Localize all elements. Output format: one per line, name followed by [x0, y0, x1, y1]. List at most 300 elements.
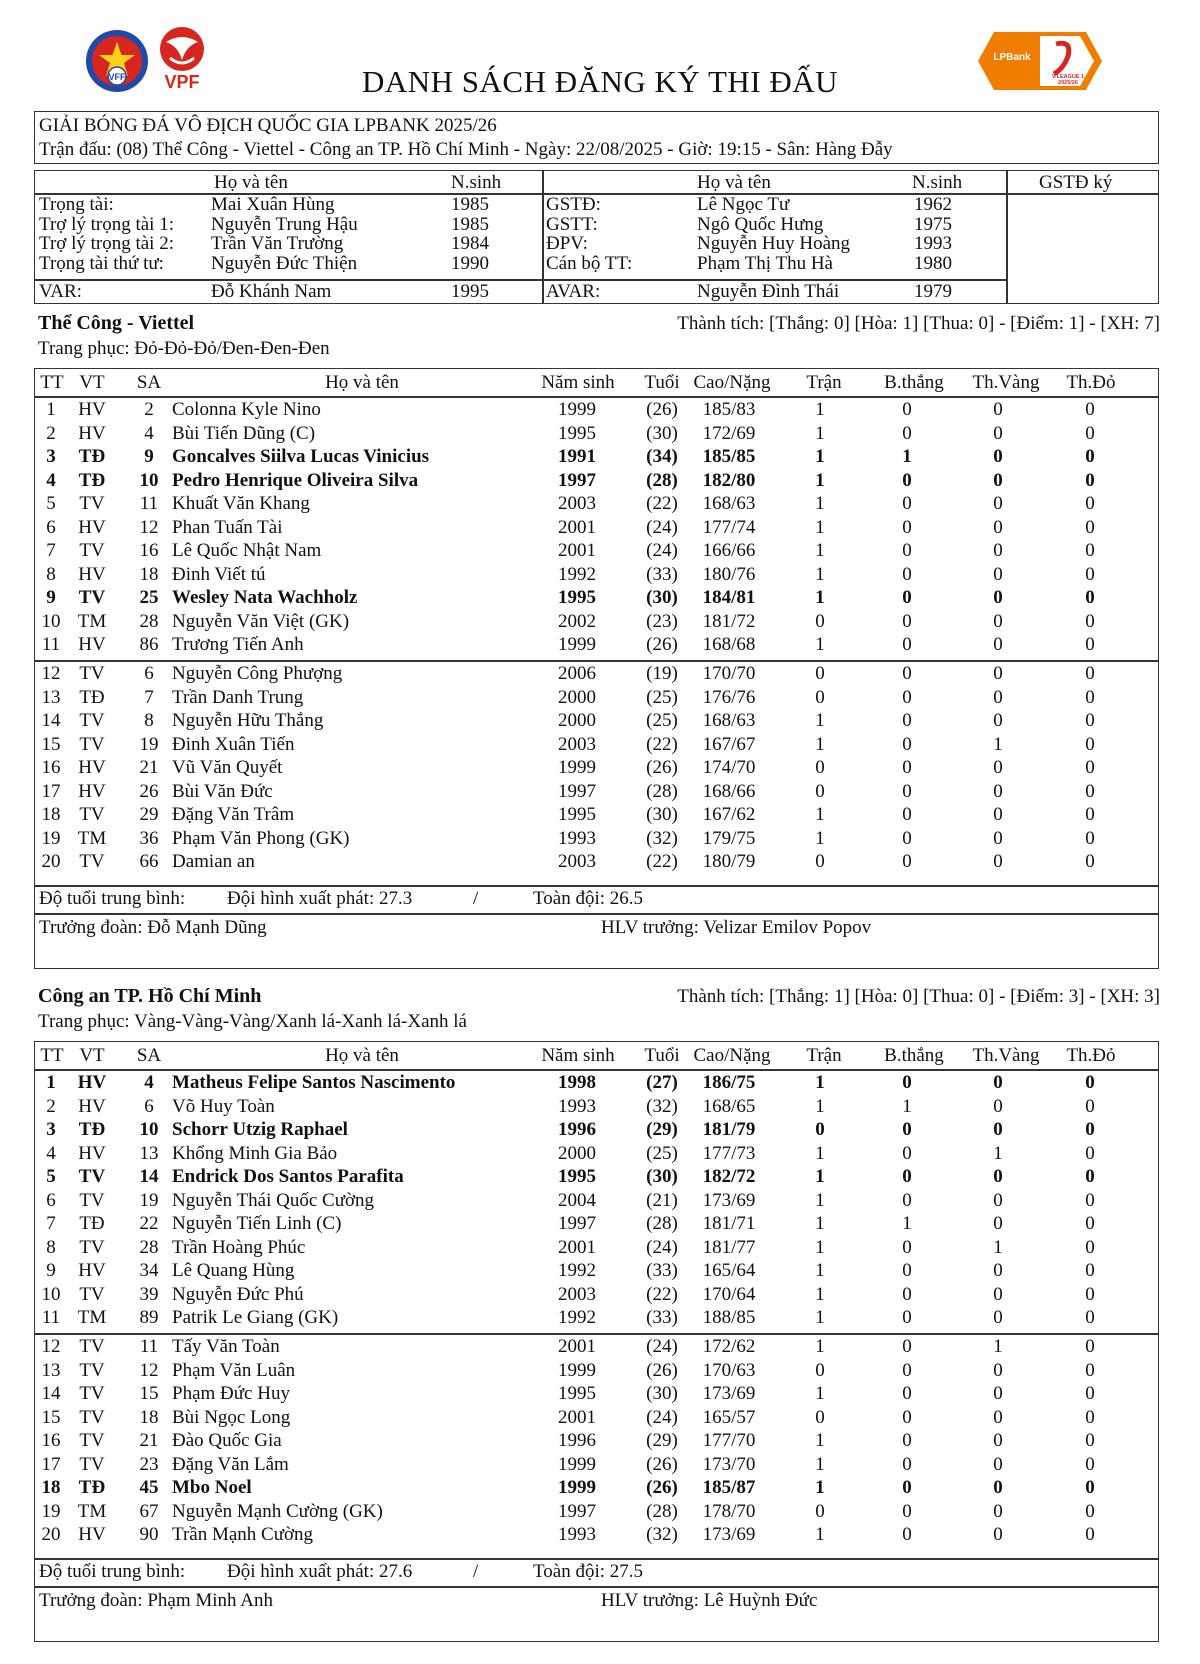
team-name: Công an TP. Hồ Chí Minh: [38, 985, 262, 1007]
avg-age-team: Toàn đội: 26.5: [533, 888, 644, 909]
player-hw: 172/62: [702, 1336, 756, 1357]
player-yellow: 0: [993, 1283, 1003, 1305]
player-hw: 168/63: [702, 710, 756, 731]
player-yellow: 1: [993, 1236, 1003, 1258]
player-yellow: 0: [993, 469, 1003, 491]
player-age: (30): [646, 804, 678, 825]
player-sa: 12: [139, 516, 159, 538]
player-year: 1998: [558, 1072, 596, 1093]
official-role: Trợ lý trọng tài 1:: [39, 214, 174, 235]
player-goals: 0: [902, 1406, 912, 1428]
player-vt: TM: [77, 1307, 107, 1328]
column-header: TT: [40, 372, 64, 393]
player-age: (22): [646, 1283, 678, 1305]
avg-age-starting: Đội hình xuất phát: 27.3: [227, 888, 413, 909]
player-year: 1996: [558, 1119, 596, 1140]
roster-header-row: [35, 1044, 1159, 1068]
player-row: [35, 1453, 1159, 1477]
player-vt: TV: [79, 1359, 105, 1381]
official-year: 1984: [451, 233, 489, 254]
player-goals: 0: [902, 1477, 912, 1498]
player-tt: 11: [41, 634, 61, 655]
player-vt: HV: [78, 422, 106, 444]
player-vt: TV: [79, 1430, 105, 1451]
column-header: VT: [79, 1045, 105, 1066]
player-hw: 181/79: [702, 1119, 756, 1140]
player-age: (25): [646, 710, 678, 731]
player-age: (30): [646, 1383, 678, 1404]
player-goals: 0: [902, 399, 912, 420]
player-age: (26): [646, 757, 678, 778]
player-name: Mbo Noel: [172, 1477, 252, 1498]
player-tt: 1: [46, 399, 56, 420]
player-age: (26): [646, 1453, 678, 1475]
team-section: [34, 985, 1160, 1655]
player-age: (24): [646, 540, 678, 561]
player-year: 1993: [558, 827, 596, 849]
player-age: (28): [646, 1213, 678, 1234]
player-sa: 89: [139, 1307, 159, 1328]
player-red: 0: [1085, 1166, 1095, 1187]
player-yellow: 0: [993, 686, 1003, 708]
player-vt: HV: [78, 1524, 106, 1545]
player-year: 2002: [558, 610, 596, 632]
player-sa: 39: [139, 1283, 159, 1305]
officials-col-sign: GSTĐ ký: [1039, 172, 1113, 193]
player-row: [35, 539, 1159, 563]
player-yellow: 0: [993, 446, 1003, 467]
player-red: 0: [1085, 1236, 1095, 1258]
player-sa: 7: [144, 686, 154, 708]
player-yellow: 0: [993, 1095, 1003, 1117]
player-hw: 178/70: [702, 1500, 756, 1522]
player-yellow: 0: [993, 1213, 1003, 1234]
player-tt: 6: [46, 1189, 56, 1211]
official-role: Trọng tài:: [39, 194, 114, 215]
official-name: Trần Văn Trường: [211, 233, 344, 254]
player-apps: 1: [815, 493, 825, 514]
player-goals: 0: [902, 493, 912, 514]
player-row: [35, 1523, 1159, 1547]
player-yellow: 1: [993, 733, 1003, 755]
official-year: 1993: [914, 233, 952, 254]
player-hw: 167/67: [702, 733, 756, 755]
player-yellow: 0: [993, 516, 1003, 538]
player-apps: 0: [815, 780, 825, 802]
player-goals: 0: [902, 587, 912, 608]
player-sa: 6: [144, 663, 154, 684]
player-sa: 90: [139, 1524, 159, 1545]
player-year: 2003: [558, 1283, 596, 1305]
player-sa: 26: [139, 780, 159, 802]
player-yellow: 0: [993, 540, 1003, 561]
official-role: Trọng tài thứ tư:: [39, 253, 164, 274]
player-year: 2003: [558, 851, 596, 872]
player-year: 1997: [558, 469, 596, 491]
player-row: [35, 1259, 1159, 1283]
player-name: Đặng Văn Lắm: [172, 1453, 289, 1475]
player-vt: HV: [78, 757, 106, 778]
player-apps: 1: [815, 446, 825, 467]
vpf-logo-text: VPF: [164, 72, 200, 92]
player-red: 0: [1085, 710, 1095, 731]
player-sa: 4: [144, 422, 154, 444]
player-name: Nguyễn Tiến Linh (C): [172, 1213, 342, 1234]
player-name: Nguyễn Thái Quốc Cường: [172, 1189, 375, 1211]
player-yellow: 0: [993, 563, 1003, 585]
player-year: 1999: [558, 1453, 596, 1475]
player-tt: 12: [41, 1336, 61, 1357]
player-red: 0: [1085, 469, 1095, 491]
vff-logo-text: VFF: [108, 72, 126, 82]
player-yellow: 0: [993, 1307, 1003, 1328]
player-hw: 168/63: [702, 493, 756, 514]
player-red: 0: [1085, 757, 1095, 778]
player-tt: 7: [46, 1213, 56, 1234]
player-goals: 0: [902, 1383, 912, 1404]
summary-divider: [35, 1558, 1159, 1560]
player-hw: 173/69: [702, 1189, 756, 1211]
player-yellow: 0: [993, 1430, 1003, 1451]
player-apps: 1: [815, 469, 825, 491]
official-name: Nguyễn Đức Thiện: [211, 253, 358, 274]
player-vt: TV: [79, 540, 105, 561]
player-age: (30): [646, 1166, 678, 1187]
player-apps: 1: [815, 1524, 825, 1545]
player-red: 0: [1085, 1336, 1095, 1357]
player-vt: HV: [78, 399, 106, 420]
player-goals: 0: [902, 1500, 912, 1522]
player-apps: 1: [815, 563, 825, 585]
player-year: 1992: [558, 1307, 596, 1328]
player-red: 0: [1085, 1477, 1095, 1498]
column-header: SA: [136, 372, 162, 393]
player-yellow: 0: [993, 827, 1003, 849]
player-name: Phạm Đức Huy: [172, 1383, 290, 1404]
player-hw: 176/76: [702, 686, 756, 708]
player-apps: 0: [815, 610, 825, 632]
player-year: 1995: [558, 587, 596, 608]
player-hw: 182/72: [702, 1166, 756, 1187]
team-section: [34, 312, 1160, 982]
column-header: SA: [136, 1045, 162, 1066]
player-row: [35, 1095, 1159, 1119]
player-goals: 0: [902, 733, 912, 755]
player-year: 2000: [558, 1142, 596, 1164]
player-sa: 19: [139, 1189, 159, 1211]
player-name: Trần Danh Trung: [172, 686, 304, 708]
player-row: [35, 1429, 1159, 1453]
officials-col-year-left: N.sinh: [451, 172, 502, 193]
column-header: Trận: [806, 372, 842, 393]
player-red: 0: [1085, 1500, 1095, 1522]
avg-age-separator: /: [473, 888, 479, 909]
official-role: VAR:: [39, 281, 82, 302]
player-row: [35, 1359, 1159, 1383]
player-sa: 45: [139, 1477, 159, 1498]
player-row: [35, 469, 1159, 493]
player-hw: 181/72: [702, 610, 756, 632]
player-name: Bùi Văn Đức: [172, 780, 273, 802]
player-age: (24): [646, 1406, 678, 1428]
player-goals: 0: [902, 1524, 912, 1545]
player-age: (22): [646, 733, 678, 755]
player-red: 0: [1085, 540, 1095, 561]
official-year: 1975: [914, 214, 952, 235]
player-tt: 15: [41, 733, 61, 755]
player-name: Nguyễn Công Phượng: [172, 663, 343, 684]
player-goals: 0: [902, 1189, 912, 1211]
player-age: (32): [646, 1095, 678, 1117]
player-hw: 173/70: [702, 1453, 756, 1475]
player-age: (28): [646, 780, 678, 802]
player-vt: TV: [79, 1336, 105, 1357]
player-year: 1997: [558, 1500, 596, 1522]
player-hw: 170/64: [702, 1283, 756, 1305]
player-red: 0: [1085, 516, 1095, 538]
player-hw: 168/68: [702, 634, 756, 655]
official-role: GSTĐ:: [546, 194, 601, 215]
player-apps: 0: [815, 1500, 825, 1522]
player-name: Trần Mạnh Cường: [172, 1524, 314, 1545]
player-year: 2000: [558, 686, 596, 708]
player-vt: HV: [78, 780, 106, 802]
official-year: 1985: [451, 194, 489, 215]
player-hw: 179/75: [702, 827, 756, 849]
player-red: 0: [1085, 399, 1095, 420]
player-age: (33): [646, 563, 678, 585]
official-name: Nguyễn Huy Hoàng: [697, 233, 851, 254]
player-apps: 1: [815, 1095, 825, 1117]
player-apps: 1: [815, 733, 825, 755]
player-age: (32): [646, 1524, 678, 1545]
player-year: 2001: [558, 1236, 596, 1258]
player-sa: 23: [139, 1453, 159, 1475]
player-hw: 173/69: [702, 1524, 756, 1545]
official-role: ĐPV:: [546, 233, 588, 254]
player-hw: 174/70: [702, 757, 756, 778]
player-vt: TV: [79, 1453, 105, 1475]
player-hw: 185/87: [702, 1477, 756, 1498]
player-year: 1997: [558, 1213, 596, 1234]
player-vt: HV: [78, 1260, 106, 1281]
player-goals: 0: [902, 757, 912, 778]
player-row: [35, 756, 1159, 780]
player-name: Tấy Văn Toàn: [172, 1336, 280, 1357]
player-red: 0: [1085, 587, 1095, 608]
team-kit: Trang phục: Đỏ-Đỏ-Đỏ/Đen-Đen-Đen: [38, 338, 330, 359]
player-goals: 0: [902, 469, 912, 491]
column-header: Năm sinh: [541, 372, 615, 393]
avg-age-starting: Đội hình xuất phát: 27.6: [227, 1561, 413, 1582]
player-apps: 1: [815, 1236, 825, 1258]
player-yellow: 0: [993, 1406, 1003, 1428]
staff-divider: [35, 1586, 1159, 1588]
player-red: 0: [1085, 1359, 1095, 1381]
player-red: 0: [1085, 493, 1095, 514]
player-vt: TĐ: [78, 469, 106, 491]
player-yellow: 0: [993, 610, 1003, 632]
player-yellow: 0: [993, 851, 1003, 872]
column-header: Cao/Nặng: [693, 372, 771, 393]
player-name: Trần Hoàng Phúc: [172, 1236, 306, 1258]
player-yellow: 0: [993, 1383, 1003, 1404]
player-name: Patrik Le Giang (GK): [172, 1307, 339, 1328]
official-year: 1979: [914, 281, 952, 302]
player-yellow: 0: [993, 1359, 1003, 1381]
player-row: [35, 1212, 1159, 1236]
player-goals: 0: [902, 710, 912, 731]
official-role: Cán bộ TT:: [546, 253, 633, 274]
player-apps: 1: [815, 1260, 825, 1281]
player-goals: 0: [902, 540, 912, 561]
column-header: Họ và tên: [325, 1045, 399, 1066]
player-tt: 11: [41, 1307, 61, 1328]
player-age: (26): [646, 1359, 678, 1381]
official-role: AVAR:: [546, 281, 601, 302]
player-red: 0: [1085, 733, 1095, 755]
player-age: (24): [646, 516, 678, 538]
player-year: 1992: [558, 1260, 596, 1281]
player-red: 0: [1085, 1072, 1095, 1093]
player-apps: 1: [815, 1383, 825, 1404]
player-goals: 0: [902, 1430, 912, 1451]
player-red: 0: [1085, 686, 1095, 708]
player-apps: 0: [815, 1359, 825, 1381]
player-sa: 12: [139, 1359, 159, 1381]
player-apps: 0: [815, 851, 825, 872]
column-header: Cao/Nặng: [693, 1045, 771, 1066]
player-tt: 5: [46, 493, 56, 514]
player-vt: TV: [79, 663, 105, 684]
player-age: (23): [646, 610, 678, 632]
player-apps: 1: [815, 1336, 825, 1357]
player-red: 0: [1085, 1453, 1095, 1475]
player-yellow: 1: [993, 1142, 1003, 1164]
officials-col-name-left: Họ và tên: [214, 172, 288, 193]
player-apps: 1: [815, 422, 825, 444]
player-name: Đặng Văn Trâm: [172, 804, 295, 825]
player-row: [35, 422, 1159, 446]
player-sa: 21: [139, 757, 159, 778]
avg-age-label: Độ tuổi trung bình:: [39, 888, 186, 909]
player-vt: TV: [79, 804, 105, 825]
player-name: Phan Tuấn Tài: [172, 516, 283, 538]
player-vt: HV: [78, 1142, 106, 1164]
player-goals: 0: [902, 851, 912, 872]
official-name: Nguyễn Trung Hậu: [211, 214, 358, 235]
player-row: [35, 709, 1159, 733]
player-hw: 184/81: [702, 587, 756, 608]
player-yellow: 0: [993, 780, 1003, 802]
player-yellow: 0: [993, 587, 1003, 608]
player-sa: 15: [139, 1383, 159, 1404]
player-tt: 13: [41, 1359, 61, 1381]
player-tt: 1: [46, 1072, 56, 1093]
player-goals: 0: [902, 1260, 912, 1281]
player-red: 0: [1085, 446, 1095, 467]
player-hw: 165/57: [702, 1406, 756, 1428]
player-vt: HV: [78, 1095, 106, 1117]
player-year: 1991: [558, 446, 596, 467]
player-yellow: 0: [993, 1260, 1003, 1281]
player-name: Khổng Minh Gia Bảo: [172, 1142, 338, 1164]
player-tt: 16: [41, 1430, 61, 1451]
player-vt: TV: [79, 1189, 105, 1211]
officials-col-year-right: N.sinh: [912, 172, 963, 193]
match-info-box: [34, 111, 1159, 164]
player-row: [35, 780, 1159, 804]
player-apps: 1: [815, 1189, 825, 1211]
player-row: [35, 1165, 1159, 1189]
player-name: Nguyễn Hữu Thắng: [172, 710, 324, 731]
player-red: 0: [1085, 1142, 1095, 1164]
player-year: 2006: [558, 663, 596, 684]
player-age: (24): [646, 1336, 678, 1357]
player-row: [35, 1189, 1159, 1213]
player-apps: 1: [815, 634, 825, 655]
player-sa: 18: [139, 563, 159, 585]
player-name: Nguyễn Văn Việt (GK): [172, 610, 350, 632]
player-tt: 19: [41, 827, 61, 849]
match-details: Trận đấu: (08) Thể Công - Viettel - Công an TP. Hồ Chí Minh - Ngày: 22/08/2025 - Giờ: 19:15 - Sân: Hàng Đẫy: [39, 139, 893, 160]
player-tt: 18: [41, 804, 61, 825]
player-age: (24): [646, 1236, 678, 1258]
player-row: [35, 1335, 1159, 1359]
avg-age-team: Toàn đội: 27.5: [533, 1561, 644, 1582]
player-year: 1995: [558, 1166, 596, 1187]
official-year: 1980: [914, 253, 952, 274]
player-tt: 7: [46, 540, 56, 561]
player-goals: 0: [902, 1072, 912, 1093]
player-row: [35, 1306, 1159, 1330]
player-tt: 12: [41, 663, 61, 684]
page-title: DANH SÁCH ĐĂNG KÝ THI ĐẤU: [361, 64, 839, 99]
player-tt: 6: [46, 516, 56, 538]
official-name: Đỗ Khánh Nam: [211, 281, 332, 302]
player-vt: TV: [78, 1166, 106, 1187]
column-header: TT: [40, 1045, 64, 1066]
player-yellow: 1: [993, 1336, 1003, 1357]
roster-table: [34, 368, 1159, 969]
player-apps: 1: [815, 399, 825, 420]
page-header: [0, 0, 1200, 108]
player-sa: 11: [139, 1336, 159, 1357]
team-manager: Trưởng đoàn: Phạm Minh Anh: [39, 1590, 273, 1611]
player-apps: 1: [815, 1453, 825, 1475]
player-yellow: 0: [993, 1477, 1003, 1498]
player-goals: 0: [902, 516, 912, 538]
player-sa: 19: [139, 733, 159, 755]
player-red: 0: [1085, 851, 1095, 872]
player-goals: 1: [902, 1213, 912, 1234]
player-tt: 17: [41, 780, 61, 802]
player-goals: 0: [902, 1453, 912, 1475]
player-row: [35, 850, 1159, 874]
player-name: Lê Quốc Nhật Nam: [172, 540, 322, 561]
player-apps: 1: [815, 516, 825, 538]
player-hw: 177/73: [702, 1142, 756, 1164]
player-vt: TV: [79, 1406, 105, 1428]
avg-age-label: Độ tuổi trung bình:: [39, 1561, 186, 1582]
team-manager: Trưởng đoàn: Đỗ Mạnh Dũng: [39, 917, 267, 938]
player-name: Phạm Văn Luân: [172, 1359, 296, 1381]
player-sa: 22: [139, 1213, 159, 1234]
player-sa: 86: [139, 634, 159, 655]
player-tt: 20: [41, 1524, 61, 1545]
player-age: (19): [646, 663, 678, 684]
player-year: 1999: [558, 634, 596, 655]
